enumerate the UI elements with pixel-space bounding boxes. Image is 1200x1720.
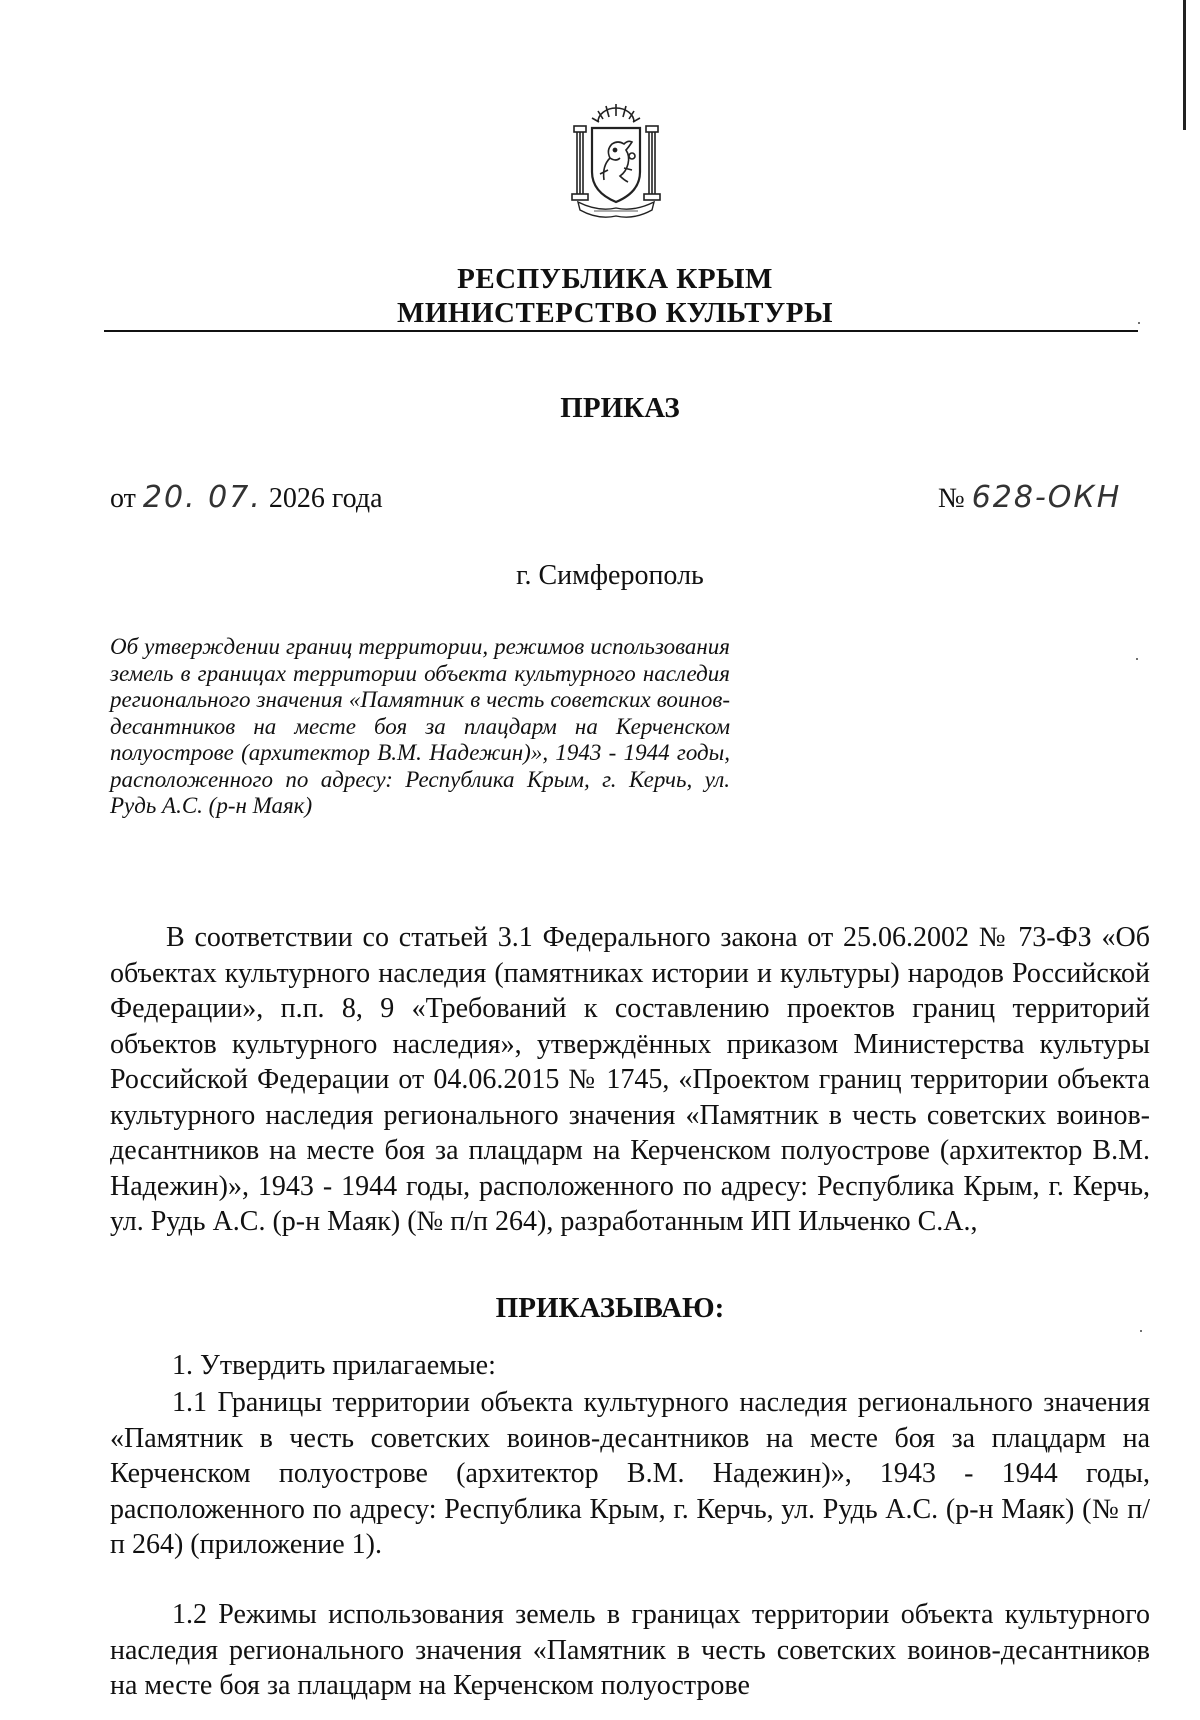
order-city: г. Симферополь	[516, 560, 704, 591]
header-republic: РЕСПУБЛИКА КРЫМ	[457, 263, 773, 295]
date-suffix: 2026 года	[268, 483, 383, 514]
coat-of-arms-emblem	[568, 100, 664, 226]
item-1-1: 1.1 Границы территории объекта культурного наследия регионального значения «Памятник в честь советских воинов-десантников на месте боя за плацдарм на Керченском полуострове (архитектор В.М. Надежин)», 1943 - 1944 годы, расположенного по адресу: Республика Крым, г. Керчь, ул. Рудь А.С. (р-н Маяк) (№ п/п 264) (приложение 1).	[110, 1387, 1150, 1560]
item-1-2: 1.2 Режимы использования земель в границах территории объекта культурного наследия регионального значения «Памятник в честь советских воинов-десантников на месте боя за плацдарм на Керченском полуострове	[110, 1599, 1150, 1701]
preamble-paragraph: В соответствии со статьей 3.1 Федерального закона от 25.06.2002 № 73-ФЗ «Об объектах культурного наследия (памятниках истории и культуры) народов Российской Федерации», п.п. 8, 9 «Требований к составлению проектов границ территорий объектов культурного наследия», утверждённых приказом Министерства культуры Российской Федерации от 04.06.2015 № 1745, «Проектом границ территории объекта культурного наследия регионального значения «Памятник в честь советских воинов-десантников на месте боя за плацдарм на Керченском полуострове (архитектор В.М. Надежин)», 1943 - 1944 годы, расположенного по адресу: Республика Крым, г. Керчь, ул. Рудь А.С. (р-н Маяк) (№ п/п 264), разработанным ИП Ильченко С.А.,	[110, 922, 1150, 1237]
scan-speck	[1136, 658, 1138, 660]
scan-speck	[1138, 322, 1140, 324]
order-subject: Об утверждении границ территории, режимов использования земель в границах территории объекта культурного наследия регионального значения «Памятник в честь советских воинов-десантников на месте боя за плацдарм на Керченском полуострове (архитектор В.М. Надежин)», 1943 - 1944 годы, расположенного по адресу: Республика Крым, г. Керчь, ул. Рудь А.С. (р-н Маяк)	[110, 634, 730, 818]
order-date	[110, 480, 383, 515]
order-number	[938, 480, 1121, 515]
item-1: 1. Утвердить прилагаемые:	[172, 1350, 496, 1381]
scan-speck	[1140, 1330, 1142, 1332]
header-rule	[104, 330, 1138, 332]
header-ministry: МИНИСТЕРСТВО КУЛЬТУРЫ	[397, 297, 833, 329]
date-prefix: от	[110, 483, 136, 514]
decree-heading: ПРИКАЗЫВАЮ:	[495, 1292, 725, 1324]
order-title: ПРИКАЗ	[560, 392, 680, 424]
header-block	[100, 262, 1130, 330]
date-handwritten: 20. 07.	[142, 480, 262, 515]
scan-edge-mark	[1183, 0, 1186, 130]
number-prefix: №	[938, 483, 965, 514]
number-handwritten: 628-ОКН	[971, 480, 1122, 515]
